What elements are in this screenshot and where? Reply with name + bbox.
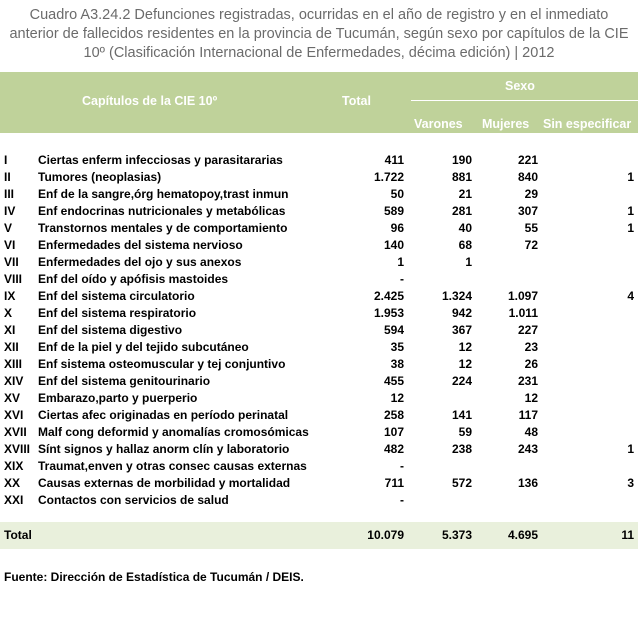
header-capitulos: Capítulos de la CIE 10º [82,94,218,108]
header-total: Total [342,94,371,108]
row-total: 482 [383,442,404,456]
row-total: 258 [383,408,404,422]
row-chapter-name: Enf del sistema circulatorio [38,289,195,303]
row-mujeres: 55 [524,221,538,235]
row-varones: 1.324 [441,289,472,303]
row-chapter-name: Ciertas enferm infecciosas y parasitararias [38,153,283,167]
row-varones: 12 [458,340,472,354]
header-sexo: Sexo [505,79,535,93]
row-total: 455 [383,374,404,388]
table-row [0,458,638,475]
table-row [0,254,638,271]
row-chapter-number: VIII [4,272,23,286]
row-chapter-number: I [4,153,8,167]
row-sin-especificar: 3 [627,476,634,490]
row-chapter-name: Enf de la sangre,órg hematopoy,trast inmun [38,187,289,201]
row-total: 1 [397,255,404,269]
row-mujeres: 840 [517,170,538,184]
row-total: 96 [390,221,404,235]
row-chapter-name: Enf endocrinas nutricionales y metabólicas [38,204,286,218]
row-total: 35 [390,340,404,354]
row-chapter-name: Ciertas afec originadas en período perinatal [38,408,289,422]
row-chapter-number: XIII [4,357,23,371]
row-total: 594 [383,323,404,337]
row-chapter-number: X [4,306,13,320]
totals-varones: 5.373 [441,528,472,542]
row-varones: 572 [451,476,472,490]
totals-total: 10.079 [367,528,404,542]
row-total: - [400,272,404,286]
row-total: 50 [390,187,404,201]
table-row [0,322,638,339]
row-mujeres: 1.097 [507,289,538,303]
row-chapter-number: VI [4,238,16,252]
row-mujeres: 48 [524,425,538,439]
row-varones: 367 [451,323,472,337]
row-chapter-name: Enf del oído y apófisis mastoides [38,272,229,286]
table-row [0,373,638,390]
row-chapter-number: VII [4,255,19,269]
header-mujeres: Mujeres [482,117,530,131]
row-total: 12 [390,391,404,405]
row-mujeres: 243 [517,442,538,456]
row-varones: 141 [451,408,472,422]
table-row [0,407,638,424]
totals-sin-especificar: 11 [621,528,634,542]
row-varones: 68 [458,238,472,252]
row-chapter-name: Causas externas de morbilidad y mortalidad [38,476,291,490]
row-chapter-name: Transtornos mentales y de comportamiento [38,221,288,235]
row-mujeres: 227 [517,323,538,337]
row-sin-especificar: 1 [627,442,634,456]
row-total: 589 [383,204,404,218]
row-chapter-number: XVI [4,408,24,422]
row-varones: 238 [451,442,472,456]
source-note: Fuente: Dirección de Estadística de Tucumán / DEIS. [4,570,304,584]
title-line-3: 10º (Clasificación Internacional de Enfermedades, décima edición) | 2012 [83,45,555,61]
row-varones: 21 [458,187,472,201]
table-row [0,475,638,492]
table-row [0,441,638,458]
row-total: 107 [383,425,404,439]
header-sexo-divider [411,100,638,101]
row-varones: 881 [451,170,472,184]
row-chapter-name: Contactos con servicios de salud [38,493,229,507]
row-varones: 942 [451,306,472,320]
row-chapter-name: Enf sistema osteomuscular y tej conjuntivo [38,357,286,371]
row-sin-especificar: 1 [627,204,634,218]
row-sin-especificar: 1 [627,221,634,235]
row-chapter-number: XIX [4,459,24,473]
row-sin-especificar: 1 [627,170,634,184]
row-varones: 59 [458,425,472,439]
row-total: 38 [390,357,404,371]
row-mujeres: 231 [517,374,538,388]
title-line-1: Cuadro A3.24.2 Defunciones registradas, ocurridas en el año de registro y en el inmediato [29,7,609,23]
row-mujeres: 12 [524,391,538,405]
row-chapter-name: Enf del sistema genitourinario [38,374,211,388]
totals-row-band [0,522,638,549]
table-row [0,356,638,373]
header-sin-especificar: Sin especificar [543,117,632,131]
row-chapter-name: Embarazo,parto y puerperio [38,391,198,405]
row-chapter-name: Sínt signos y hallaz anorm clín y laboratorio [38,442,290,456]
row-chapter-number: XI [4,323,16,337]
row-chapter-number: II [4,170,11,184]
table-row [0,339,638,356]
row-chapter-number: V [4,221,13,235]
row-varones: 224 [451,374,472,388]
row-total: 1.722 [373,170,404,184]
row-chapter-name: Enf del sistema respiratorio [38,306,197,320]
row-chapter-number: XX [4,476,21,490]
row-mujeres: 23 [524,340,538,354]
row-varones: 40 [458,221,472,235]
table-row [0,169,638,186]
row-chapter-name: Enf del sistema digestivo [38,323,183,337]
row-chapter-name: Traumat,enven y otras consec causas externas [38,459,307,473]
row-mujeres: 1.011 [508,306,538,320]
row-chapter-name: Enfermedades del ojo y sus anexos [38,255,242,269]
row-chapter-name: Malf cong deformid y anomalías cromosómicas [38,425,309,439]
row-total: 1.953 [373,306,404,320]
row-chapter-name: Enfermedades del sistema nervioso [38,238,243,252]
table-header [0,72,638,133]
row-mujeres: 136 [517,476,538,490]
table-row [0,424,638,441]
row-mujeres: 29 [524,187,538,201]
row-mujeres: 117 [518,408,538,422]
row-chapter-number: XII [4,340,19,354]
row-chapter-number: XIV [4,374,24,388]
table-title [0,6,638,63]
row-total: 140 [383,238,404,252]
title-line-2: anterior de fallecidos residentes en la provincia de Tucumán, según sexo por capítulos de la CIE [9,26,629,42]
row-mujeres: 26 [524,357,538,371]
row-mujeres: 307 [517,204,538,218]
row-total: 411 [384,153,404,167]
row-varones: 281 [451,204,472,218]
table-row [0,271,638,288]
row-chapter-name: Enf de la piel y del tejido subcutáneo [38,340,249,354]
table-row [0,186,638,203]
row-total: - [400,459,404,473]
row-chapter-number: IV [4,204,16,218]
table-row [0,220,638,237]
row-sin-especificar: 4 [627,289,634,303]
row-total: 2.425 [373,289,404,303]
row-chapter-number: XVII [4,425,27,439]
row-varones: 12 [458,357,472,371]
row-chapter-number: XXI [4,493,24,507]
row-varones: 1 [465,255,472,269]
totals-row [0,527,638,544]
table-row [0,237,638,254]
table-row [0,152,638,169]
totals-label: Total [4,528,32,542]
table-row [0,305,638,322]
row-mujeres: 221 [517,153,538,167]
table-row [0,203,638,220]
row-chapter-number: IX [4,289,16,303]
row-varones: 190 [451,153,472,167]
row-chapter-number: XV [4,391,21,405]
row-total: - [400,493,404,507]
row-total: 711 [384,476,404,490]
row-mujeres: 72 [524,238,538,252]
row-chapter-number: XVIII [4,442,31,456]
header-varones: Varones [414,117,463,131]
row-chapter-number: III [4,187,15,201]
totals-mujeres: 4.695 [507,528,538,542]
table-row [0,492,638,509]
table-row [0,390,638,407]
row-chapter-name: Tumores (neoplasias) [38,170,162,184]
table-row [0,288,638,305]
